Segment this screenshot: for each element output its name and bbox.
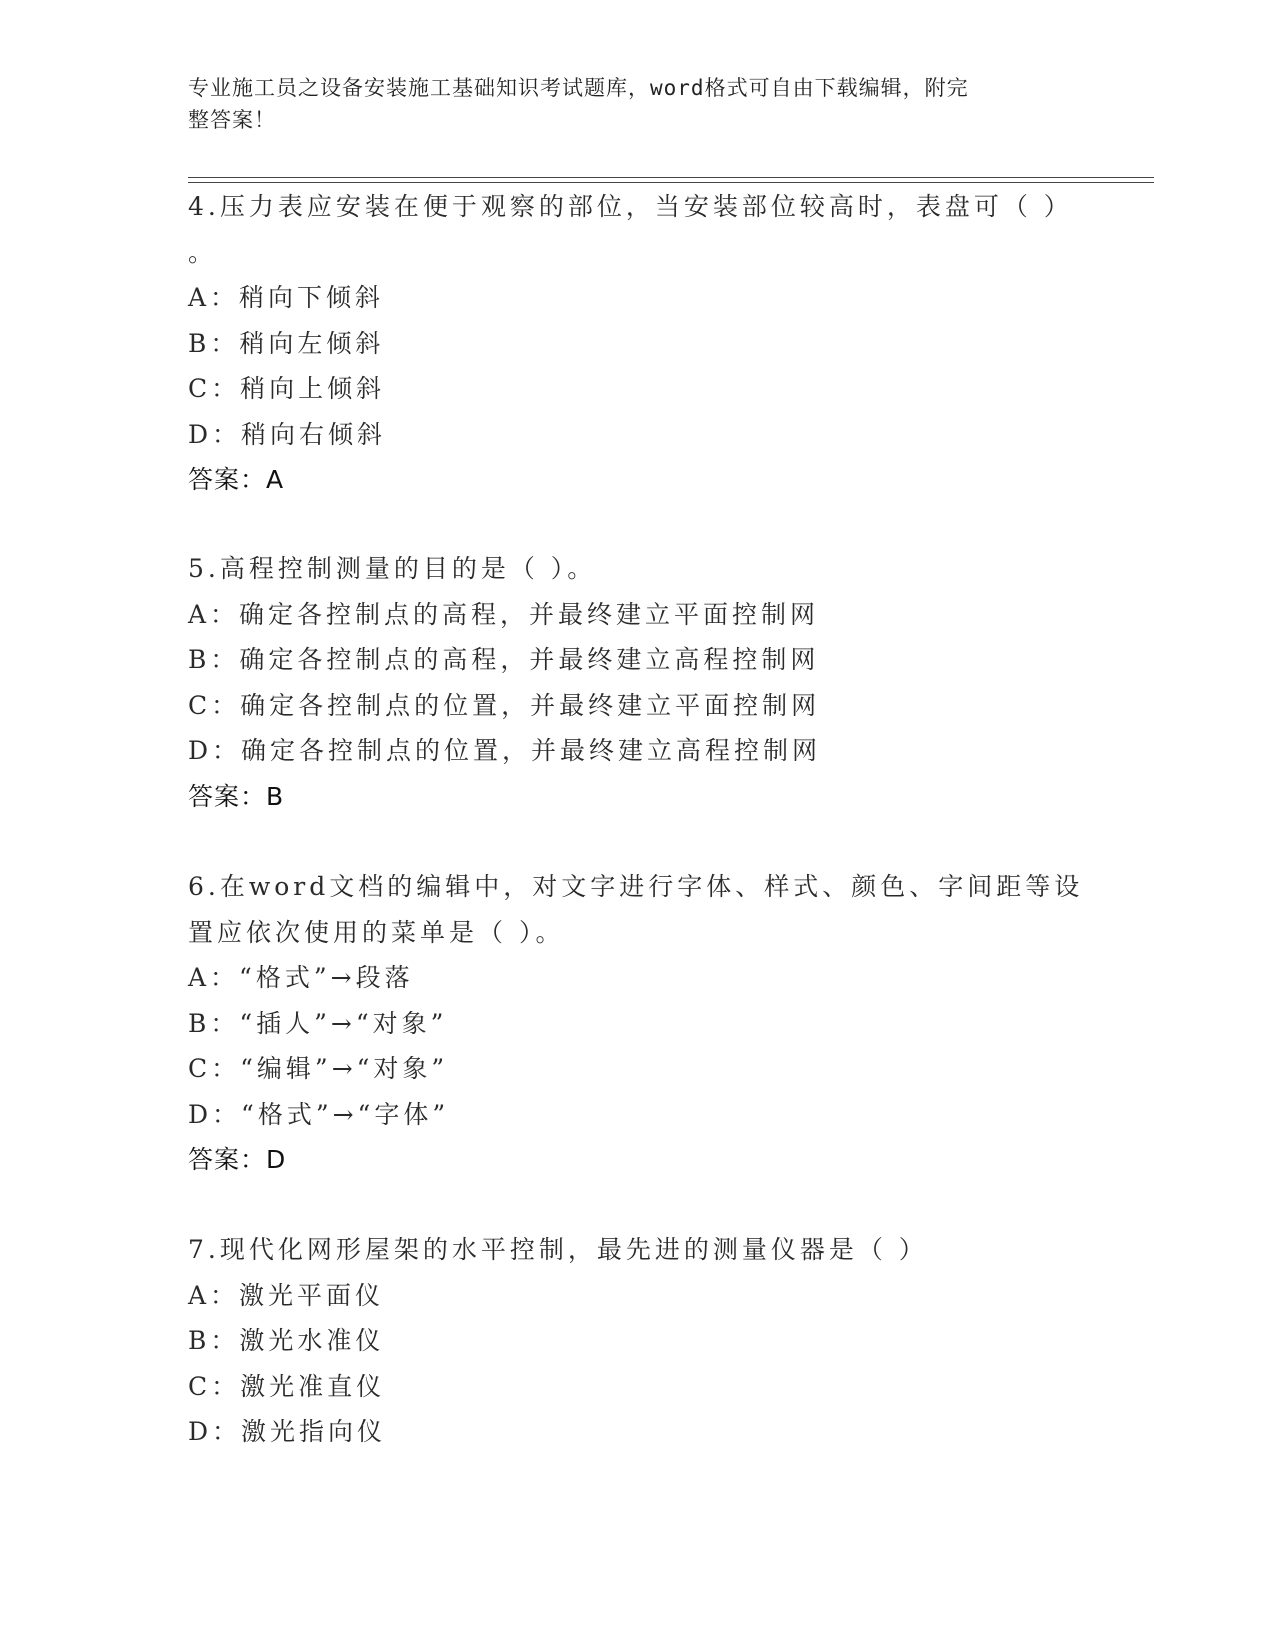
option-c: C：稍向上倾斜 bbox=[188, 374, 386, 403]
option-a: A：稍向下倾斜 bbox=[188, 283, 385, 312]
option-d: D：激光指向仪 bbox=[188, 1417, 387, 1446]
option-b: B：“插人”→“对象” bbox=[188, 1008, 448, 1038]
question-stem: 。 bbox=[188, 237, 218, 267]
option-c: C：激光准直仪 bbox=[188, 1371, 386, 1401]
answer: 答案：D bbox=[188, 1145, 287, 1174]
question-stem: 6.在word文档的编辑中，对文字进行字体、样式、颜色、字间距等设 bbox=[188, 872, 1084, 901]
answer: 答案：A bbox=[188, 465, 285, 494]
question-stem: 置应依次使用的菜单是（ ）。 bbox=[188, 917, 565, 947]
option-d: D：稍向右倾斜 bbox=[188, 419, 387, 449]
option-b: B：确定各控制点的高程，并最终建立高程控制网 bbox=[188, 645, 820, 674]
question-stem: 4.压力表应安装在便于观察的部位，当安装部位较高时，表盘可（ ） bbox=[188, 192, 1073, 221]
header-line-1: 专业施工员之设备安装施工基础知识考试题库，word格式可自由下载编辑，附完 bbox=[188, 76, 969, 100]
option-b: B：激光水准仪 bbox=[188, 1326, 385, 1355]
document-header bbox=[188, 72, 1068, 136]
question-7 bbox=[188, 1227, 1088, 1455]
question-4 bbox=[188, 184, 1088, 502]
option-b: B：稍向左倾斜 bbox=[188, 328, 385, 358]
option-c: C：“编辑”→“对象” bbox=[188, 1054, 449, 1083]
header-line-2: 整答案！ bbox=[188, 108, 276, 132]
answer: 答案：B bbox=[188, 781, 285, 811]
question-stem: 7.现代化网形屋架的水平控制，最先进的测量仪器是（ ） bbox=[188, 1235, 928, 1264]
header-divider-top bbox=[188, 177, 1154, 178]
option-a: A：确定各控制点的高程，并最终建立平面控制网 bbox=[188, 599, 820, 629]
option-a: A：激光平面仪 bbox=[188, 1280, 385, 1310]
header-divider-bottom bbox=[188, 182, 1154, 183]
option-d: D：“格式”→“字体” bbox=[188, 1099, 450, 1129]
question-stem: 5.高程控制测量的目的是（ ）。 bbox=[188, 554, 597, 583]
question-5 bbox=[188, 546, 1088, 819]
option-a: A：“格式”→段落 bbox=[188, 963, 414, 992]
option-d: D：确定各控制点的位置，并最终建立高程控制网 bbox=[188, 736, 822, 765]
question-6 bbox=[188, 864, 1088, 1182]
option-c: C：确定各控制点的位置，并最终建立平面控制网 bbox=[188, 690, 821, 720]
